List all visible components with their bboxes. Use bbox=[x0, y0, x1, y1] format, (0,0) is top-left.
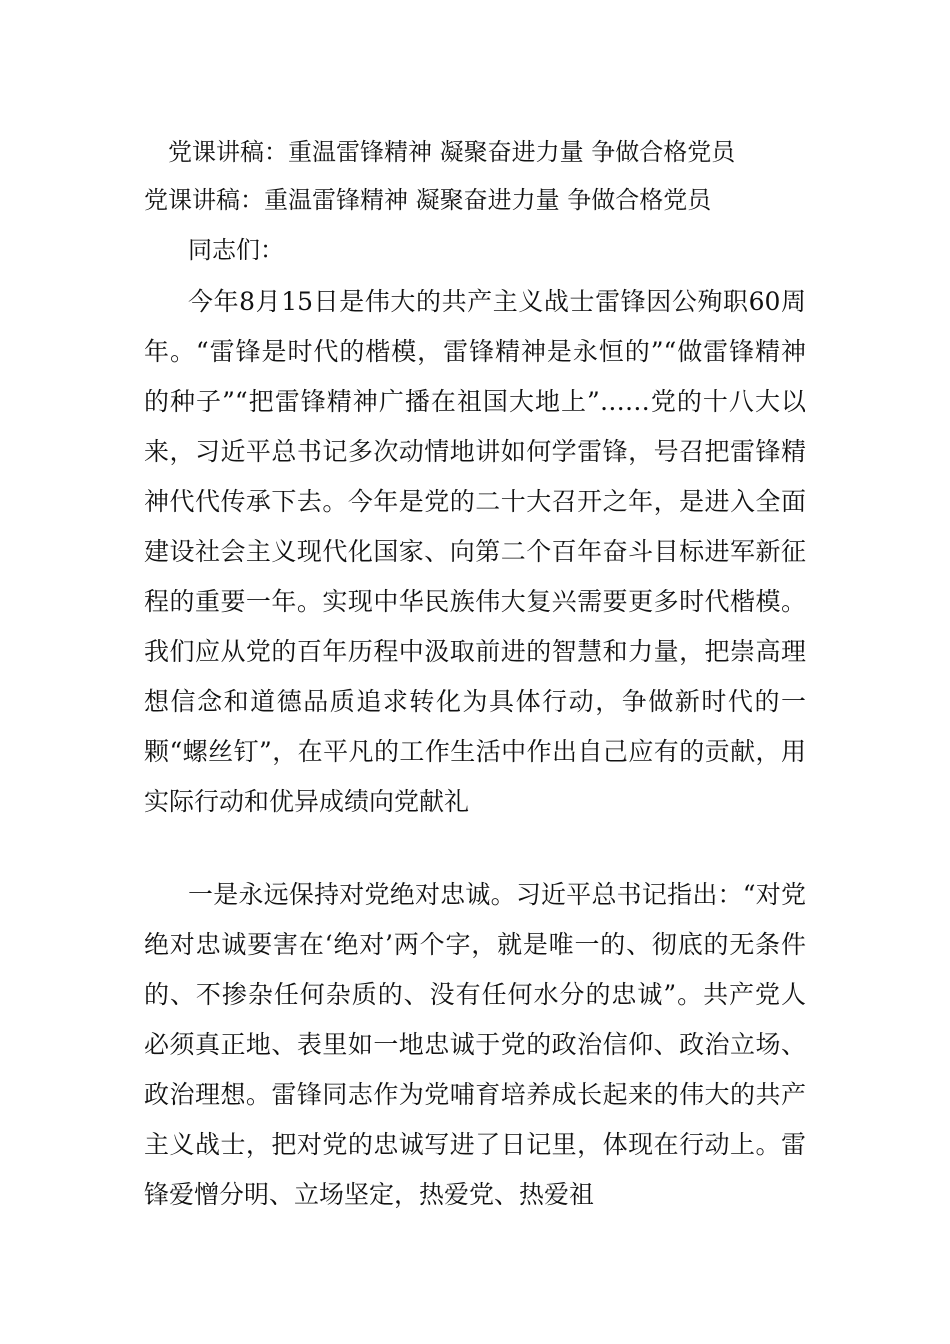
document-subtitle: 党课讲稿：重温雷锋精神 凝聚奋进力量 争做合格党员 bbox=[144, 186, 712, 214]
greeting: 同志们： bbox=[188, 236, 284, 264]
document-title: 党课讲稿：重温雷锋精神 凝聚奋进力量 争做合格党员 bbox=[168, 138, 736, 166]
paragraph-intro: 今年8月15日是伟大的共产主义战士雷锋因公殉职60周年。“雷锋是时代的楷模，雷锋精神是永恒的”“做雷锋精神的种子”“把雷锋精神广播在祖国大地上”……党的十八大以来，习近平总书记多次动情地讲如何学雷锋，号召把雷锋精神代代传承下去。今年是党的二十大召开之年，是进入全面建设社会主义现代化国家、向第二个百年奋斗目标进军新征程的重要一年。实现中华民族伟大复兴需要更多时代楷模。我们应从党的百年历程中汲取前进的智慧和力量，把崇高理想信念和道德品质追求转化为具体行动，争做新时代的一颗“螺丝钉”，在平凡的工作生活中作出自己应有的贡献，用实际行动和优异成绩向党献礼 bbox=[144, 287, 806, 816]
paragraph-loyalty: 一是永远保持对党绝对忠诚。习近平总书记指出：“对党绝对忠诚要害在‘绝对’两个字，就是唯一的、彻底的无条件的、不掺杂任何杂质的、没有任何水分的忠诚”。共产党人必须真正地、表里如一地忠诚于党的政治信仰、政治立场、政治理想。雷锋同志作为党哺育培养成长起来的伟大的共产主义战士，把对党的忠诚写进了日记里，体现在行动上。雷锋爱憎分明、立场坚定，热爱党、热爱祖 bbox=[144, 880, 806, 1209]
